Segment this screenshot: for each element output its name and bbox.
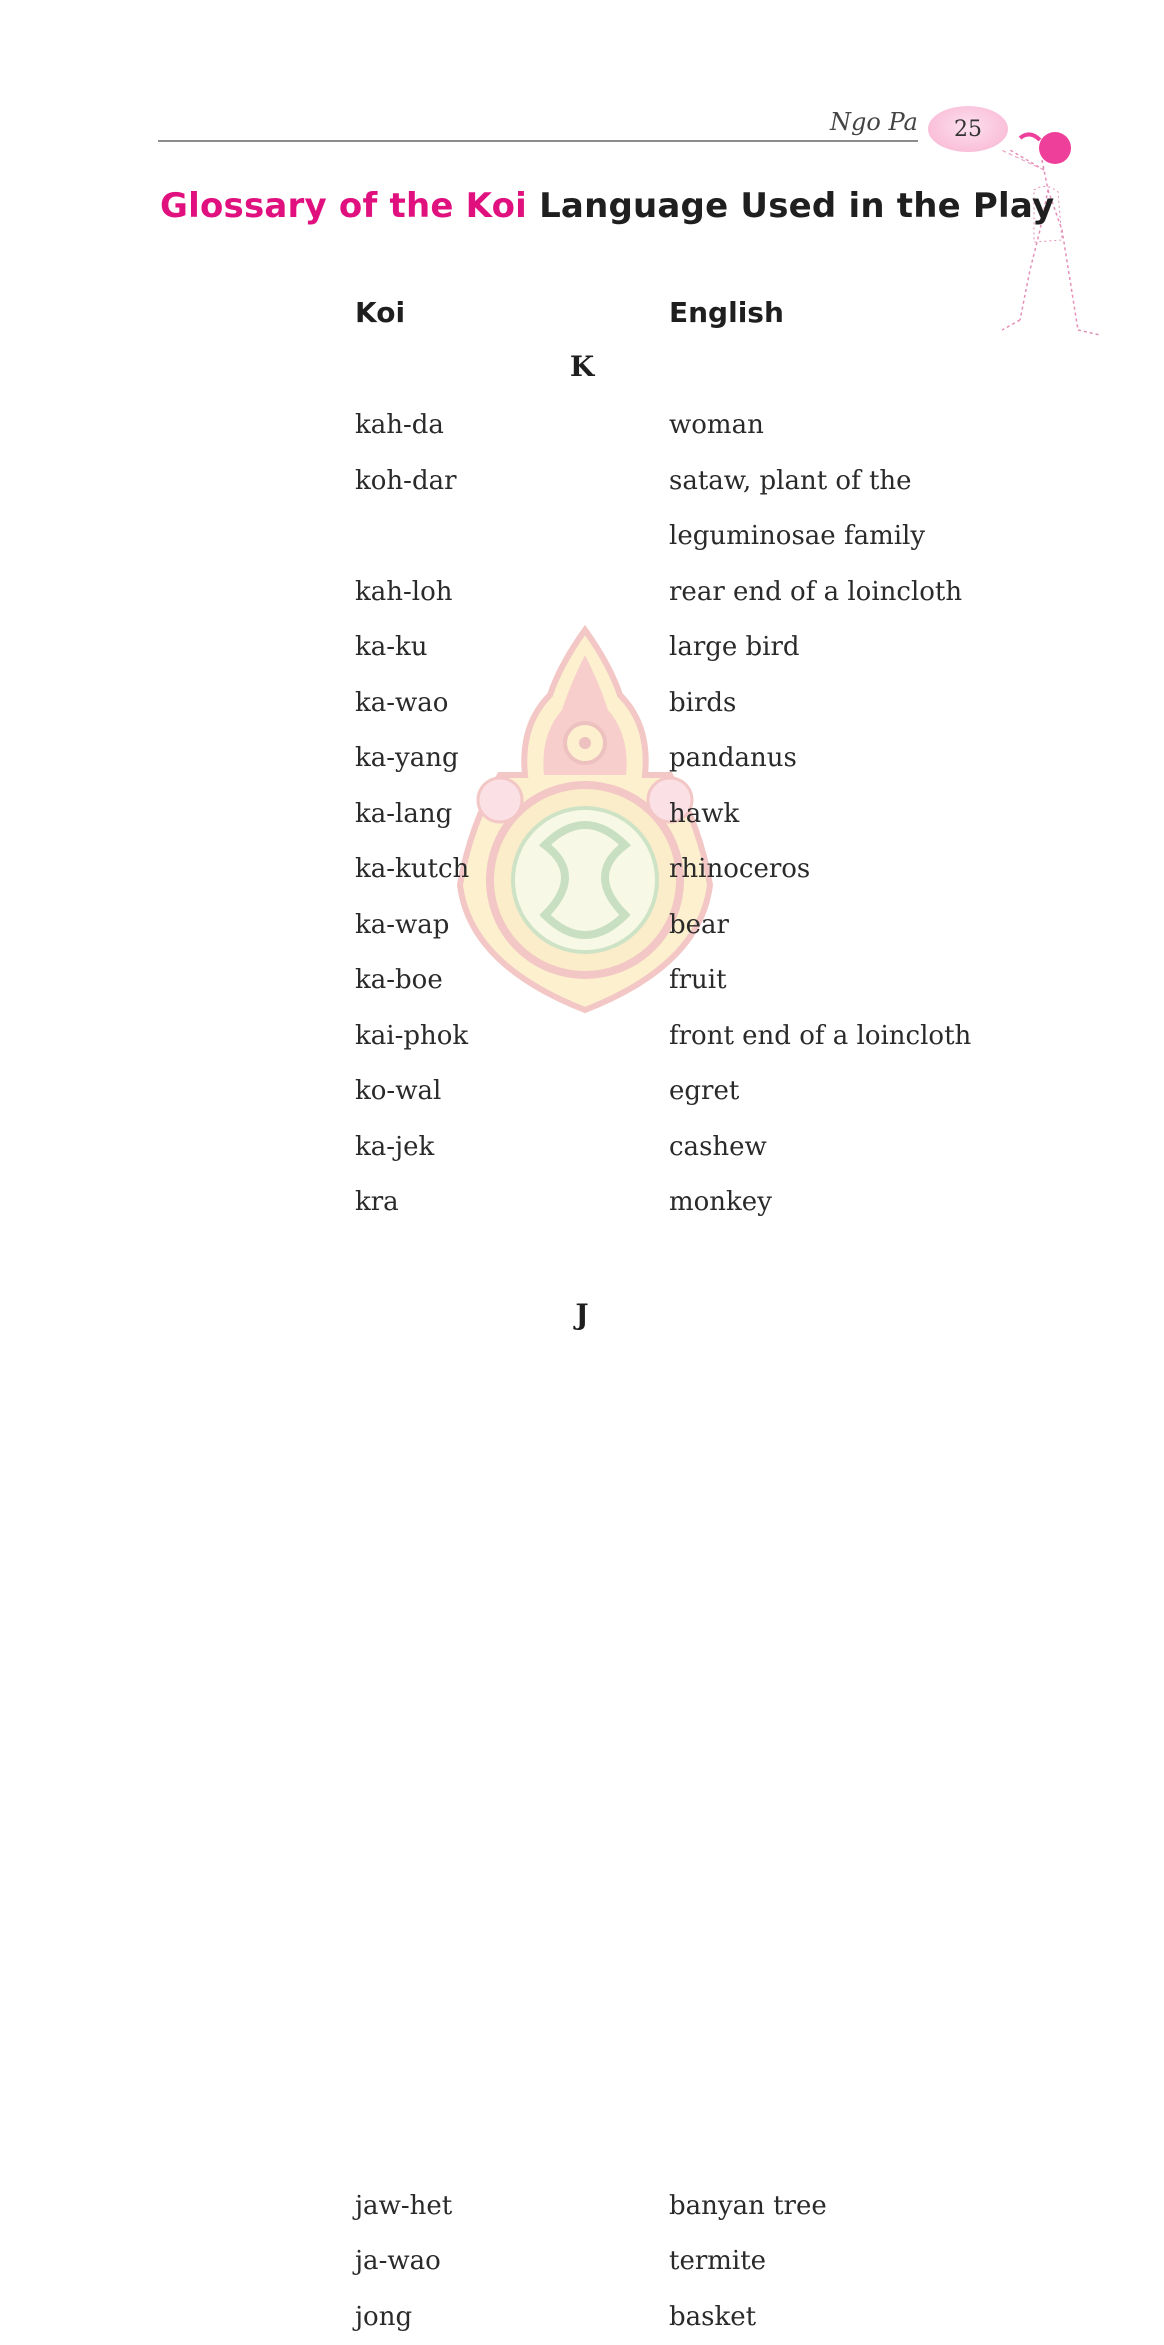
glossary-row	[355, 620, 995, 676]
koi-term: ka-jek	[355, 1120, 434, 1176]
koi-term: ka-wap	[355, 898, 449, 954]
koi-term: jong	[355, 2290, 412, 2345]
glossary-row	[355, 2290, 995, 2345]
koi-term: jaw-het	[355, 2179, 452, 2235]
page-title	[160, 186, 1054, 226]
english-term: basket	[669, 2290, 999, 2345]
english-term: pandanus	[669, 731, 999, 787]
koi-term: ka-yang	[355, 731, 459, 787]
section-letter-j: J	[560, 1298, 604, 1331]
page-number-badge	[928, 106, 1008, 152]
glossary-row	[355, 2179, 995, 2235]
english-term: cashew	[669, 1120, 999, 1176]
english-term: termite	[669, 2234, 999, 2290]
koi-term: ka-wao	[355, 676, 448, 732]
column-header-koi: Koi	[355, 296, 405, 329]
dancer-illustration-icon	[1000, 130, 1130, 360]
koi-term: kai-phok	[355, 1009, 468, 1065]
glossary-row	[355, 898, 995, 954]
koi-term: ko-wal	[355, 1064, 441, 1120]
glossary-section-k	[355, 398, 995, 1231]
english-term: fruit	[669, 953, 999, 1009]
english-term: large bird	[669, 620, 999, 676]
koi-term: ja-wao	[355, 2234, 441, 2290]
section-letter-k: K	[560, 350, 604, 383]
glossary-row	[355, 731, 995, 787]
english-term: egret	[669, 1064, 999, 1120]
koi-term: ka-ku	[355, 620, 428, 676]
english-term: rhinoceros	[669, 842, 999, 898]
title-rest-part: Language Used in the Play	[539, 186, 1054, 226]
english-term: hawk	[669, 787, 999, 843]
glossary-row	[355, 454, 995, 565]
glossary-row	[355, 2234, 995, 2290]
english-term: monkey	[669, 1175, 999, 1231]
english-term: rear end of a loincloth	[669, 565, 999, 621]
column-header-english: English	[669, 296, 784, 329]
page-number: 25	[954, 117, 982, 142]
english-term: birds	[669, 676, 999, 732]
koi-term: kah-da	[355, 398, 444, 454]
glossary-row	[355, 1064, 995, 1120]
glossary-row	[355, 953, 995, 1009]
english-term: front end of a loincloth	[669, 1009, 999, 1065]
koi-term: ka-kutch	[355, 842, 469, 898]
english-term: woman	[669, 398, 999, 454]
glossary-row	[355, 787, 995, 843]
koi-term: kah-loh	[355, 565, 453, 621]
glossary-section-j	[355, 2179, 995, 2345]
glossary-row	[355, 565, 995, 621]
glossary-row	[355, 1009, 995, 1065]
english-term: banyan tree	[669, 2179, 999, 2235]
glossary-row	[355, 842, 995, 898]
title-koi-part: Glossary of the Koi	[160, 186, 527, 226]
koi-term: ka-lang	[355, 787, 452, 843]
koi-term: kra	[355, 1175, 399, 1231]
glossary-row	[355, 676, 995, 732]
glossary-row	[355, 1120, 995, 1176]
header-rule	[158, 140, 918, 142]
koi-term: ka-boe	[355, 953, 443, 1009]
glossary-row	[355, 1175, 995, 1231]
running-head: Ngo Pa	[830, 108, 918, 136]
english-term: bear	[669, 898, 999, 954]
glossary-row	[355, 398, 995, 454]
english-term: sataw, plant of the leguminosae family	[669, 454, 999, 565]
koi-term: koh-dar	[355, 454, 457, 510]
